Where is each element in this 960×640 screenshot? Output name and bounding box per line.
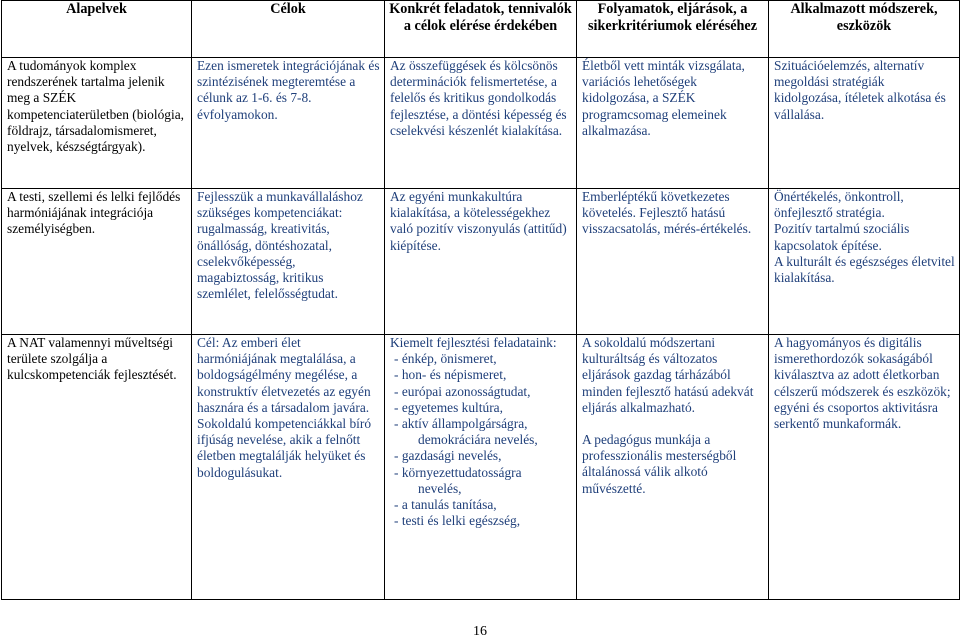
table-row	[2, 189, 960, 335]
cell-alapelvek: A NAT valamennyi műveltségi területe szolgálja a kulcskompetenciák fejlesztését.	[2, 335, 192, 600]
cell-modszerek	[769, 189, 960, 335]
header-feladatok: Konkrét feladatok, tennivalók a célok elérése érdekében	[385, 1, 577, 58]
header-modszerek: Alkalmazott módszerek, eszközök	[769, 1, 960, 58]
modszerek-line: A kulturált és egészséges életvitel kialakítása.	[774, 253, 955, 286]
folyamatok-paragraph: A sokoldalú módszertani kulturáltság és változatos eljárások gazdag tárházából minden fejlesztő hatású adekvát eljárás alkalmazható.	[582, 335, 754, 415]
cell-celok: Fejlesszük a munkavállaláshoz szükséges kompetenciákat: rugalmasság, kreativitás, önállóság, döntéshozatal, cselekvőképesség, magabiztosság, kritikus szemlélet, felelősségtudat.	[192, 189, 385, 335]
list-item: - a tanulás tanítása,	[394, 497, 497, 513]
list-item: - aktív állampolgárságra,	[394, 416, 528, 432]
cell-feladatok	[385, 335, 577, 600]
cell-alapelvek: A tudományok komplex rendszerének tartalma jelenik meg a SZÉK kompetenciaterületben (biológia, földrajz, társadalomismeret, nyelvek, készségtárgyak).	[2, 58, 192, 189]
list-item: - énkép, önismeret,	[394, 351, 497, 367]
list-item: - hon- és népismeret,	[394, 367, 507, 383]
cell-alapelvek: A testi, szellemi és lelki fejlődés harmóniájának integrációja személyiségben.	[2, 189, 192, 335]
cell-modszerek: Szituációelemzés, alternatív megoldási stratégiák kidolgozása, ítéletek alkotása és vállalása.	[769, 58, 960, 189]
list-item-continuation: demokráciára nevelés,	[418, 432, 538, 448]
cell-folyamatok	[577, 335, 769, 600]
folyamatok-paragraph: A pedagógus munkája a professzionális mesterségből általánossá válik alkotó művészetté.	[582, 432, 737, 496]
list-item-continuation: nevelés,	[418, 480, 462, 496]
page-number: 16	[473, 624, 487, 639]
feladatok-intro: Kiemelt fejlesztési feladataink:	[390, 335, 557, 350]
list-item: - európai azonosságtudat,	[394, 383, 531, 399]
table-header-row	[2, 1, 960, 58]
header-folyamatok: Folyamatok, eljárások, a sikerkritériumok eléréséhez	[577, 1, 769, 58]
cell-celok: Ezen ismeretek integrációjának és szintézisének megteremtése a célunk az 1-6. és 7-8. évfolyamokon.	[192, 58, 385, 189]
modszerek-line: Önértékelés, önkontroll, önfejlesztő stratégia.	[774, 189, 904, 221]
modszerek-line: Pozitív tartalmú szociális kapcsolatok építése.	[774, 221, 910, 253]
table-row	[2, 335, 960, 600]
list-item: - testi és lelki egészség,	[394, 513, 521, 529]
cell-feladatok: Az egyéni munkakultúra kialakítása, a kötelességekhez való pozitív viszonyulás (attitűd) kiépítése.	[385, 189, 577, 335]
list-item: - környezettudatosságra	[394, 464, 522, 480]
header-celok: Célok	[192, 1, 385, 58]
cell-folyamatok: Emberléptékű következetes követelés. Fejlesztő hatású visszacsatolás, mérés-értékelés.	[577, 189, 769, 335]
feladatok-list	[390, 351, 572, 529]
table-row	[2, 58, 960, 189]
list-item: - gazdasági nevelés,	[394, 448, 502, 464]
header-alapelvek: Alapelvek	[2, 1, 192, 58]
list-item: - egyetemes kultúra,	[394, 399, 503, 415]
cell-celok: Cél: Az emberi élet harmóniájának megtalálása, a boldogságélmény megélése, a konstruktív életvezetés az egyén hasznára és a társadalom javára. Sokoldalú kompetenciákkal bíró ifjúság nevelése, akik a felnőtt életben megtalálják helyüket és boldogulásukat.	[192, 335, 385, 600]
cell-modszerek: A hagyományos és digitális ismerethordozók sokaságából kiválasztva az adott életkorban célszerű módszerek és eszközök; egyéni és csoportos aktivitásra serkentő munkaformák.	[769, 335, 960, 600]
cell-folyamatok: Életből vett minták vizsgálata, variációs lehetőségek kidolgozása, a SZÉK programcsomag elemeinek alkalmazása.	[577, 58, 769, 189]
cell-feladatok: Az összefüggések és kölcsönös determinációk felismertetése, a felelős és kritikus gondolkodás fejlesztése, a döntési képesség és cselekvési készenlét kialakítása.	[385, 58, 577, 189]
pedagogy-table	[1, 0, 960, 600]
